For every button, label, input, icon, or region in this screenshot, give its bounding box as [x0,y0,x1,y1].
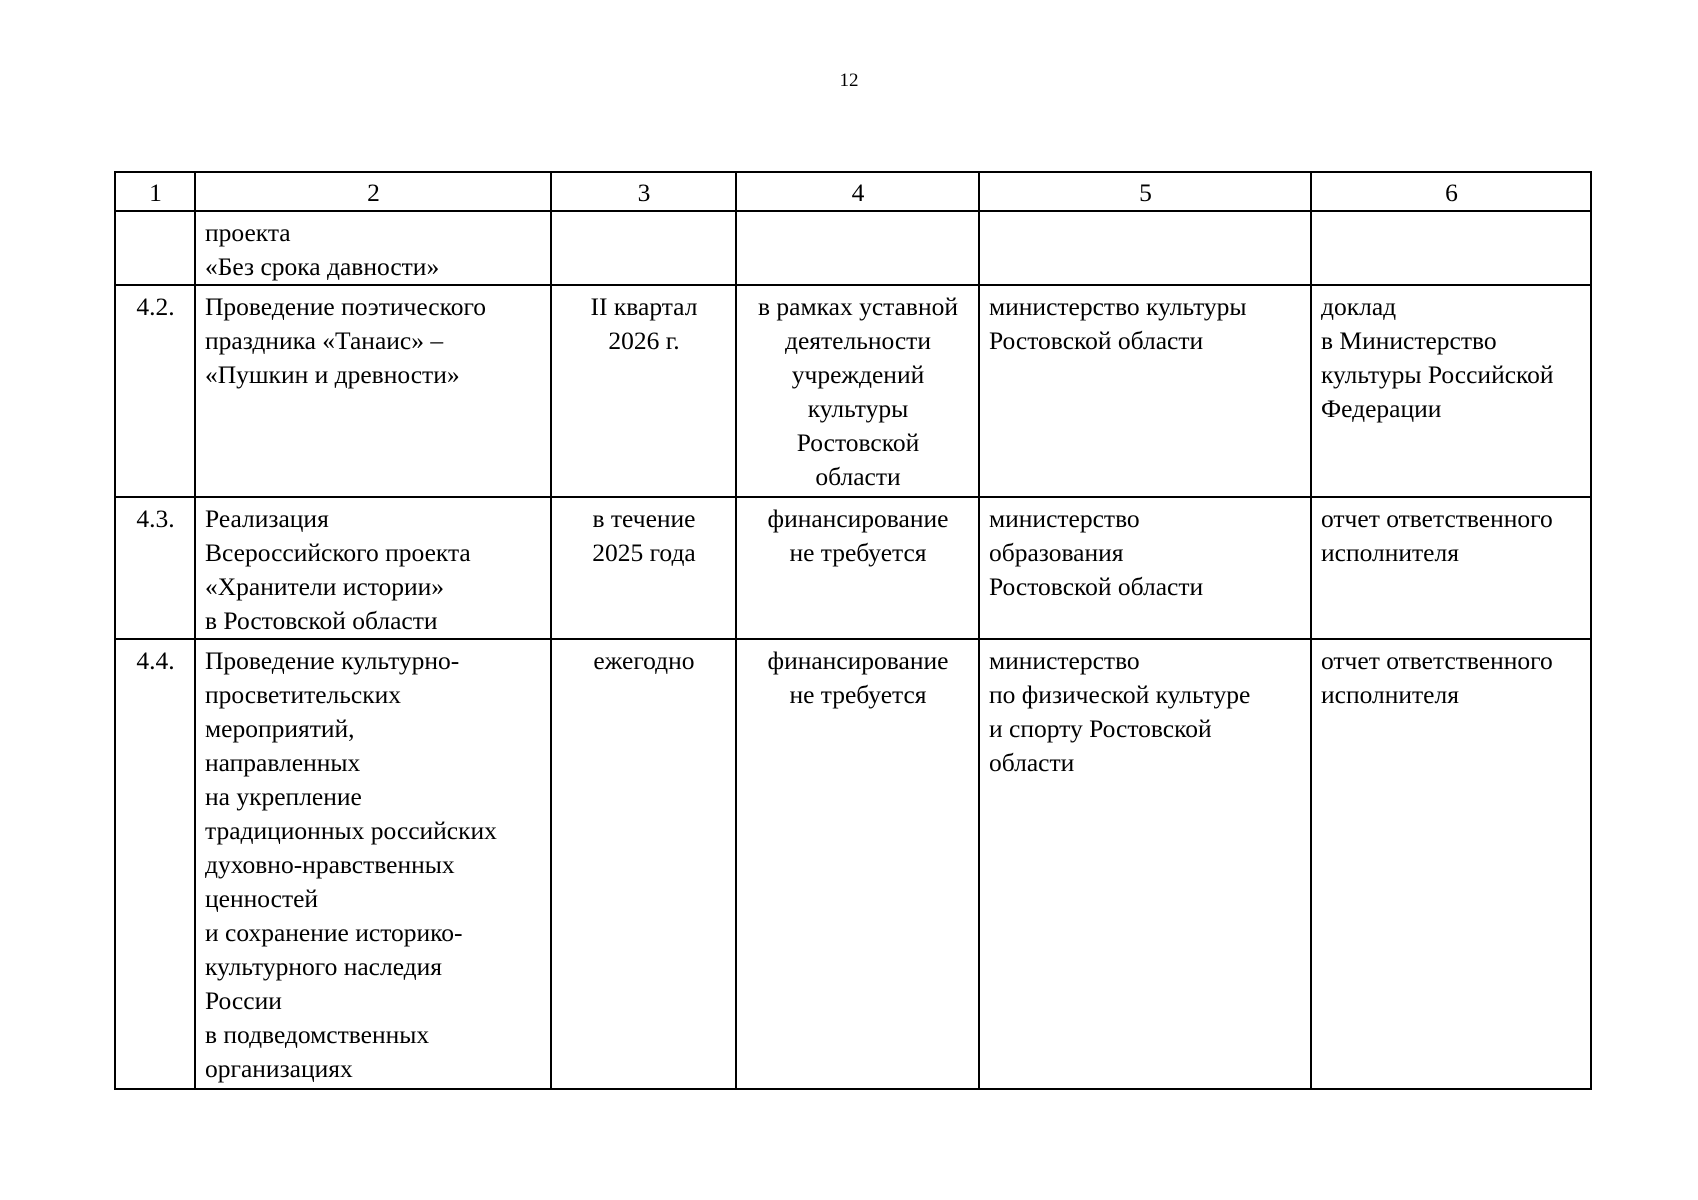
row-number-cell: 4.3. [115,497,195,639]
event-cell: Проведение культурно- просветительских мероприятий, направленных на укрепление традиционных российских духовно-нравственных ценностей и сохранение историко- культурного наследия России в подведомственных организациях [195,639,551,1089]
plan-table [114,171,1592,1090]
funding-cell: в рамках уставной деятельности учреждений культуры Ростовской области [736,285,979,497]
table-header-row [115,172,1591,211]
funding-cell: финансирование не требуется [736,497,979,639]
table-row [115,285,1591,497]
column-header-3: 3 [551,172,736,211]
column-header-6: 6 [1311,172,1591,211]
event-cell: проекта «Без срока давности» [195,211,551,285]
report-cell: отчет ответственного исполнителя [1311,497,1591,639]
funding-cell [736,211,979,285]
table-row [115,497,1591,639]
executor-cell: министерство по физической культуре и спорту Ростовской области [979,639,1311,1089]
table-row [115,639,1591,1089]
funding-cell: финансирование не требуется [736,639,979,1089]
executor-cell: министерство культуры Ростовской области [979,285,1311,497]
period-cell: II квартал 2026 г. [551,285,736,497]
column-header-1: 1 [115,172,195,211]
row-number-cell: 4.2. [115,285,195,497]
period-cell: в течение 2025 года [551,497,736,639]
table-row [115,211,1591,285]
page-number: 12 [839,70,859,91]
event-cell: Реализация Всероссийского проекта «Хранители истории» в Ростовской области [195,497,551,639]
event-cell: Проведение поэтического праздника «Танаис» – «Пушкин и древности» [195,285,551,497]
executor-cell [979,211,1311,285]
column-header-4: 4 [736,172,979,211]
report-cell: доклад в Министерство культуры Российской Федерации [1311,285,1591,497]
period-cell: ежегодно [551,639,736,1089]
row-number-cell [115,211,195,285]
report-cell [1311,211,1591,285]
column-header-5: 5 [979,172,1311,211]
period-cell [551,211,736,285]
report-cell: отчет ответственного исполнителя [1311,639,1591,1089]
column-header-2: 2 [195,172,551,211]
executor-cell: министерство образования Ростовской области [979,497,1311,639]
row-number-cell: 4.4. [115,639,195,1089]
